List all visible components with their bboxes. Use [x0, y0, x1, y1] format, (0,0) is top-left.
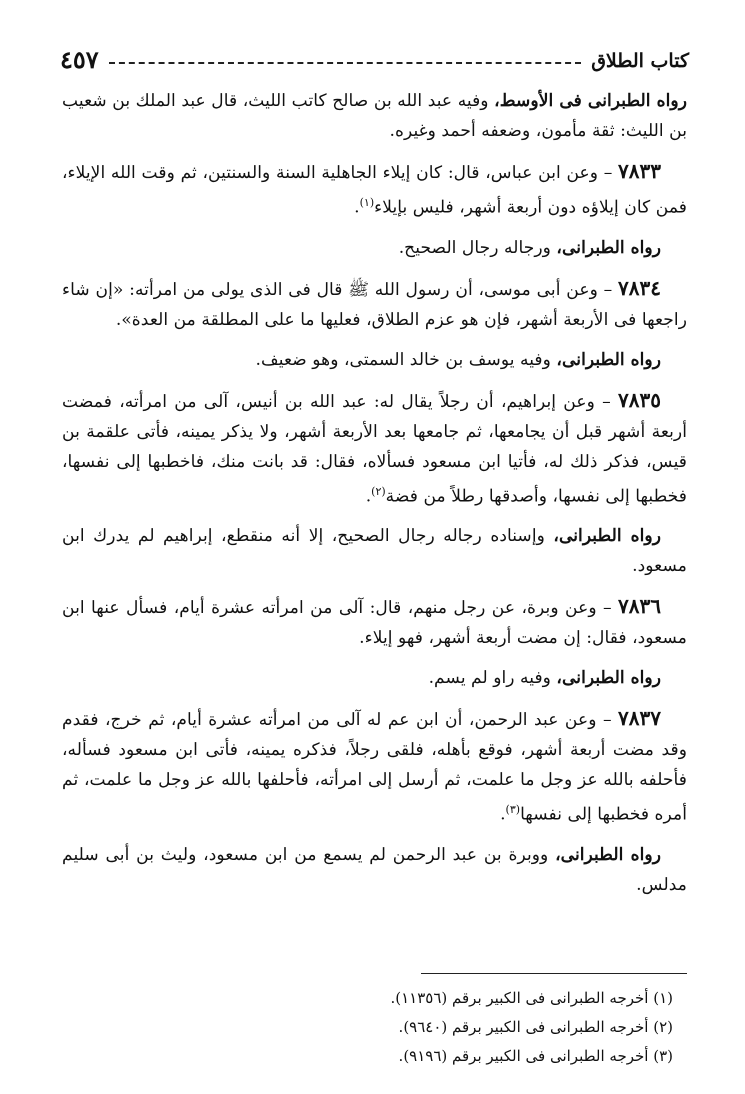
narration-source: رواه الطبرانى، — [556, 237, 661, 258]
hadith-7835 — [62, 385, 687, 512]
narration-source: رواه الطبرانى فى الأوسط، — [494, 91, 687, 111]
header-dashed-rule — [109, 62, 582, 64]
footnotes — [62, 984, 673, 1071]
hadith-7833 — [62, 156, 687, 223]
paragraph-narration — [62, 663, 687, 693]
narration-source: رواه الطبرانى، — [556, 349, 661, 370]
page-number: ٤٥٧ — [60, 45, 99, 74]
narration-text: وإسناده رجاله رجال الصحيح، إلا أنه منقطع، إبراهيم لم يدرك ابن مسعود. — [62, 526, 687, 577]
footnote: (٢) أخرجه الطبرانى فى الكبير برقم (٩٦٤٠). — [398, 1018, 673, 1036]
footnote: (١) أخرجه الطبرانى فى الكبير برقم (١١٣٥٦). — [390, 989, 673, 1007]
footnote-separator — [421, 973, 687, 974]
footnote: (٣) أخرجه الطبرانى فى الكبير برقم (٩١٩٦). — [398, 1047, 673, 1065]
paragraph-narration — [62, 86, 687, 146]
hadith-text: – وعن ابن عباس، قال: كان إيلاء الجاهلية السنة والسنتين، ثم وقت الله الإيلاء، فمن كان إيلاؤه دون أربعة أشهر، فليس بإيلاء — [62, 163, 687, 218]
narration-source: رواه الطبرانى، — [556, 668, 661, 689]
narration-text: ورجاله رجال الصحيح. — [398, 237, 557, 258]
hadith-text: – وعن عبد الرحمن، أن ابن عم له آلى من امرأته عشرة أيام، ثم خرج، فقدم وقد مضت أربعة أشهر، فوقع بأهله، فلقى رجلاً، فذكره يمينه، فأتى ابن مسعود فسأله، فأحلفه بالله عز وجل ما علمت، ثم أرسل إلى امرأته، فأحلفها بالله عز وجل ما علمت، ثم أمره فخطبها إلى نفسها — [62, 710, 687, 826]
hadith-number: ٧٨٣٣ — [618, 159, 661, 183]
narration-text: وفيه راو لم يسم. — [428, 668, 557, 689]
period: . — [365, 486, 372, 507]
paragraph-narration — [62, 521, 687, 581]
footnote-ref: (٣) — [505, 803, 521, 817]
hadith-number: ٧٨٣٥ — [618, 387, 661, 412]
chapter-title: كتاب الطلاق — [591, 50, 689, 72]
period: . — [500, 805, 506, 826]
hadith-7836 — [62, 591, 687, 653]
paragraph-narration — [62, 233, 687, 263]
hadith-7834 — [62, 273, 687, 335]
hadith-text: – وعن إبراهيم، أن رجلاً يقال له: عبد الله بن أنيس، آلى من امرأته، فمضت أربعة أشهر قبل أن يجامعها، ثم جامعها بعد الأربعة أشهر، ولا يذكر يمينه، فأتى علقمة بن قيس، فذكر ذلك له، فأتيا ابن مسعود فسألاه، فقال: قد بانت منك، فاخطبها إلى نفسها، فخطبها إلى نفسها، وأصدقها رطلاً من فضة — [62, 391, 687, 507]
narration-source: رواه الطبرانى، — [555, 845, 662, 866]
hadith-number: ٧٨٣٧ — [618, 706, 661, 731]
hadith-text: – وعن وبرة، عن رجل منهم، قال: آلى من امرأته عشرة أيام، فسأل عنها ابن مسعود، فقال: إن مضت أربعة أشهر، فهو إيلاء. — [62, 598, 687, 649]
hadith-number: ٧٨٣٦ — [618, 594, 661, 619]
footnote-ref: (١) — [359, 196, 375, 209]
narration-source: رواه الطبرانى، — [553, 526, 661, 547]
period: . — [354, 197, 360, 218]
hadith-text: – وعن أبى موسى، أن رسول الله ﷺ قال فى الذى يولى من امرأته: «إن شاء راجعها فى الأربعة أشهر، فإن هو عزم الطلاق، فعليها ما على المطلقة من العدة». — [62, 279, 687, 330]
footnote-ref: (٢) — [371, 484, 386, 498]
paragraph-narration — [62, 345, 687, 375]
narration-text: وفيه عبد الله بن صالح كاتب الليث، قال عبد الملك بن شعيب بن الليث: ثقة مأمون، وضعفه أحمد وغيره. — [62, 91, 687, 141]
hadith-number: ٧٨٣٤ — [618, 275, 661, 300]
page-body — [62, 86, 687, 900]
narration-text: وفيه يوسف بن خالد السمتى، وهو ضعيف. — [255, 349, 557, 370]
hadith-7837 — [62, 703, 687, 830]
page-header — [60, 36, 689, 76]
narration-text: ووبرة بن عبد الرحمن لم يسمع من ابن مسعود، وليث بن أبى سليم مدلس. — [62, 845, 687, 896]
paragraph-narration — [62, 840, 687, 900]
